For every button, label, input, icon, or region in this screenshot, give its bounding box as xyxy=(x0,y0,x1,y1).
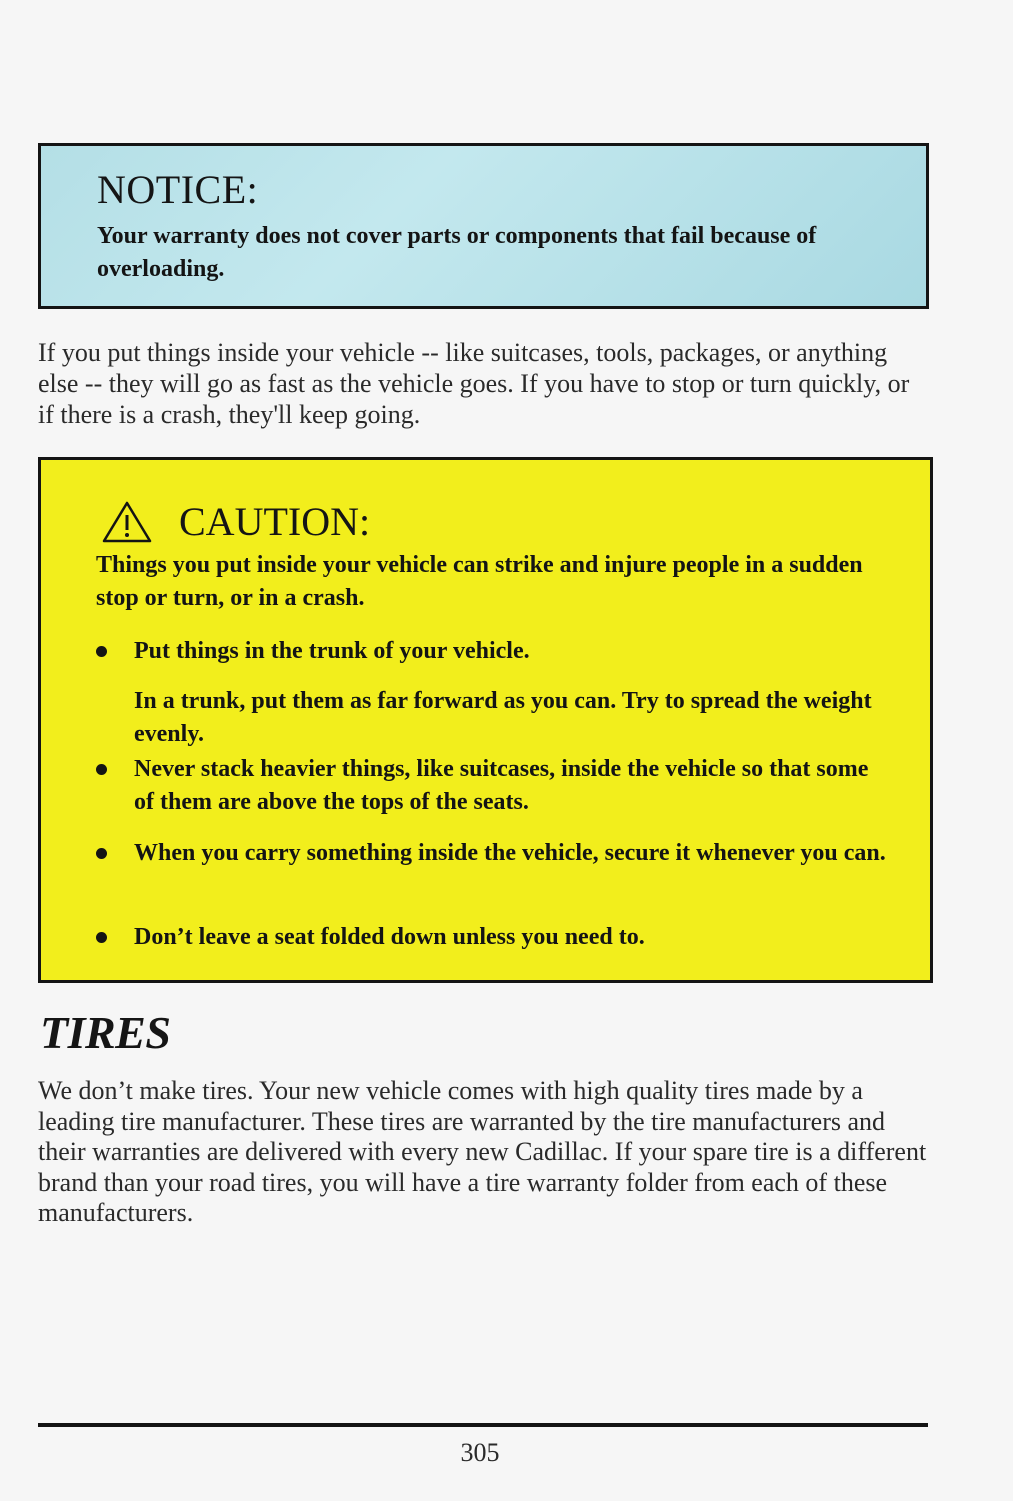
tires-heading: TIRES xyxy=(40,1007,171,1058)
bullet-icon xyxy=(96,764,107,775)
caution-box xyxy=(38,457,933,983)
footer-divider xyxy=(38,1423,928,1427)
tires-paragraph: We don’t make tires. Your new vehicle comes with high quality tires made by a leading tire manufacturer. These tires are warranted by the tire manufacturers and their warranties are delivered with every new Cadillac. If your spare tire is a different brand than your road tires, you will have a tire warranty folder from each of these manufacturers. xyxy=(38,1076,927,1227)
caution-heading xyxy=(101,498,370,545)
intro-paragraph: If you put things inside your vehicle -- like suitcases, tools, packages, or anything else -- they will go as fast as the vehicle goes. If you have to stop or turn quickly, or if there is a crash, they'll keep going. xyxy=(38,338,910,429)
bullet-text: Never stack heavier things, like suitcases, inside the vehicle so that some of them are above the tops of the seats. xyxy=(134,756,869,815)
bullet-text: When you carry something inside the vehicle, secure it whenever you can. xyxy=(134,840,886,866)
bullet-icon xyxy=(96,848,107,859)
caution-intro: Things you put inside your vehicle can strike and injure people in a sudden stop or turn, or in a crash. xyxy=(96,552,863,611)
page-number: 305 xyxy=(460,1438,500,1467)
notice-text: Your warranty does not cover parts or components that fail because of overloading. xyxy=(97,223,817,282)
trunk-note: In a trunk, put them as far forward as you can. Try to spread the weight evenly. xyxy=(134,688,872,747)
bullet-text: Don’t leave a seat folded down unless you need to. xyxy=(134,924,645,950)
warning-triangle-icon xyxy=(101,500,153,544)
notice-box xyxy=(38,143,929,309)
notice-title: NOTICE: xyxy=(97,167,259,212)
bullet-icon xyxy=(96,646,107,657)
caution-title: CAUTION: xyxy=(179,499,371,544)
bullet-icon xyxy=(96,932,107,943)
bullet-text: Put things in the trunk of your vehicle. xyxy=(134,638,530,664)
